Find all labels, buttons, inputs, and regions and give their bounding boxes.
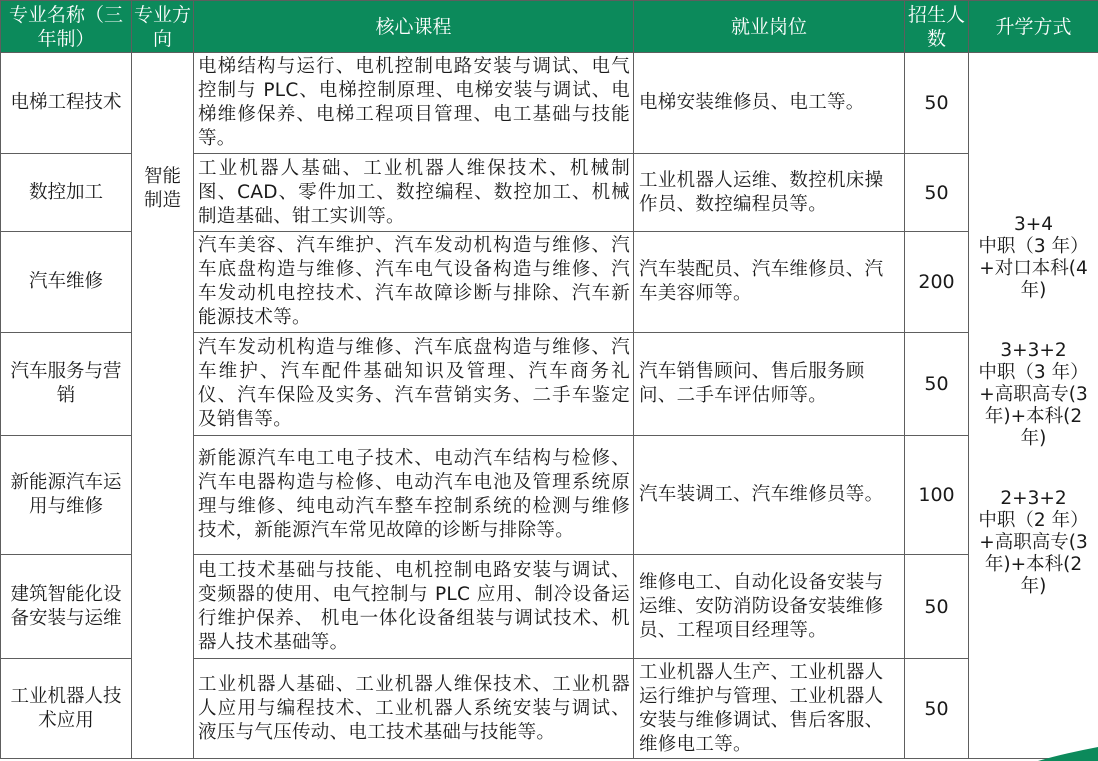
pathway-3-3-2 [975,340,1092,450]
enrollment-count: 100 [905,436,969,555]
pathway-3-4 [975,214,1092,302]
enrollment-count: 50 [905,53,969,154]
pathway-code: 3+4 [1013,213,1054,235]
header-major: 专业名称（三年制） [1,1,132,53]
major-name: 汽车服务与营销 [1,333,132,436]
header-enrollment: 招生人数 [905,1,969,53]
job-positions: 汽车销售顾问、售后服务顾问、二手车评估师等。 [634,333,905,436]
header-direction: 专业方向 [132,1,194,53]
major-name: 工业机器人技术应用 [1,659,132,759]
major-name: 数控加工 [1,154,132,232]
job-positions: 汽车装调工、汽车维修员等。 [634,436,905,555]
core-courses: 电梯结构与运行、电机控制电路安装与调试、电气控制与 PLC、电梯控制原理、电梯安装与调试、电梯维修保养、电梯工程项目管理、电工基础与技能等。 [194,53,634,154]
major-name: 建筑智能化设备安装与运维 [1,555,132,659]
core-courses: 汽车美容、汽车维护、汽车发动机构造与维修、汽车底盘构造与维修、汽车电气设备构造与维修、汽车发动机电控技术、汽车故障诊断与排除、汽车新能源技术等。 [194,232,634,333]
core-courses: 汽车发动机构造与维修、汽车底盘构造与维修、汽车维护、汽车配件基础知识及管理、汽车商务礼仪、汽车保险及实务、汽车营销实务、二手车鉴定及销售等。 [194,333,634,436]
job-positions: 工业机器人运维、数控机床操作员、数控编程员等。 [634,154,905,232]
job-positions: 电梯安装维修员、电工等。 [634,53,905,154]
major-name: 汽车维修 [1,232,132,333]
pathway-cell [969,53,1098,759]
core-courses: 工业机器人基础、工业机器人维保技术、工业机器人应用与编程技术、工业机器人系统安装与调试、液压与气压传动、电工技术基础与技能等。 [194,659,634,759]
job-positions: 工业机器人生产、工业机器人运行维护与管理、工业机器人安装与维修调试、售后客服、维修电工等。 [634,659,905,759]
header-jobs: 就业岗位 [634,1,905,53]
job-positions: 汽车装配员、汽车维修员、汽车美容师等。 [634,232,905,333]
pathway-code: 3+3+2 [1000,339,1067,361]
pathway-code: 2+3+2 [1000,487,1067,509]
enrollment-count: 200 [905,232,969,333]
enrollment-count: 50 [905,333,969,436]
core-courses: 工业机器人基础、工业机器人维保技术、机械制图、CAD、零件加工、数控编程、数控加工、机械制造基础、钳工实训等。 [194,154,634,232]
enrollment-count: 50 [905,555,969,659]
pathway-detail: 中职（3 年）+对口本科(4 年) [978,235,1089,301]
enrollment-count: 50 [905,659,969,759]
core-courses: 新能源汽车电工电子技术、电动汽车结构与检修、汽车电器构造与检修、电动汽车电池及管理系统原理与维修、纯电动汽车整车控制系统的检测与维修技术，新能源汽车常见故障的诊断与排除等。 [194,436,634,555]
enrollment-count: 50 [905,154,969,232]
table-row [1,53,1098,154]
header-pathway: 升学方式 [969,1,1098,53]
direction-cell: 智能制造 [132,53,194,759]
pathway-2-3-2 [975,488,1092,598]
pathway-detail: 中职（3 年）+高职高专(3 年)+本科(2 年) [978,361,1089,449]
core-courses: 电工技术基础与技能、电机控制电路安装与调试、变频器的使用、电气控制与 PLC 应用、制冷设备运行维护保养、 机电一体化设备组装与调试技术、机器人技术基础等。 [194,555,634,659]
decorative-corner-swoosh [1038,747,1098,761]
major-name: 电梯工程技术 [1,53,132,154]
header-row [1,1,1098,53]
pathway-detail: 中职（2 年）+高职高专(3 年)+本科(2 年) [978,509,1089,597]
job-positions: 维修电工、自动化设备安装与运维、安防消防设备安装维修员、工程项目经理等。 [634,555,905,659]
header-courses: 核心课程 [194,1,634,53]
major-name: 新能源汽车运用与维修 [1,436,132,555]
